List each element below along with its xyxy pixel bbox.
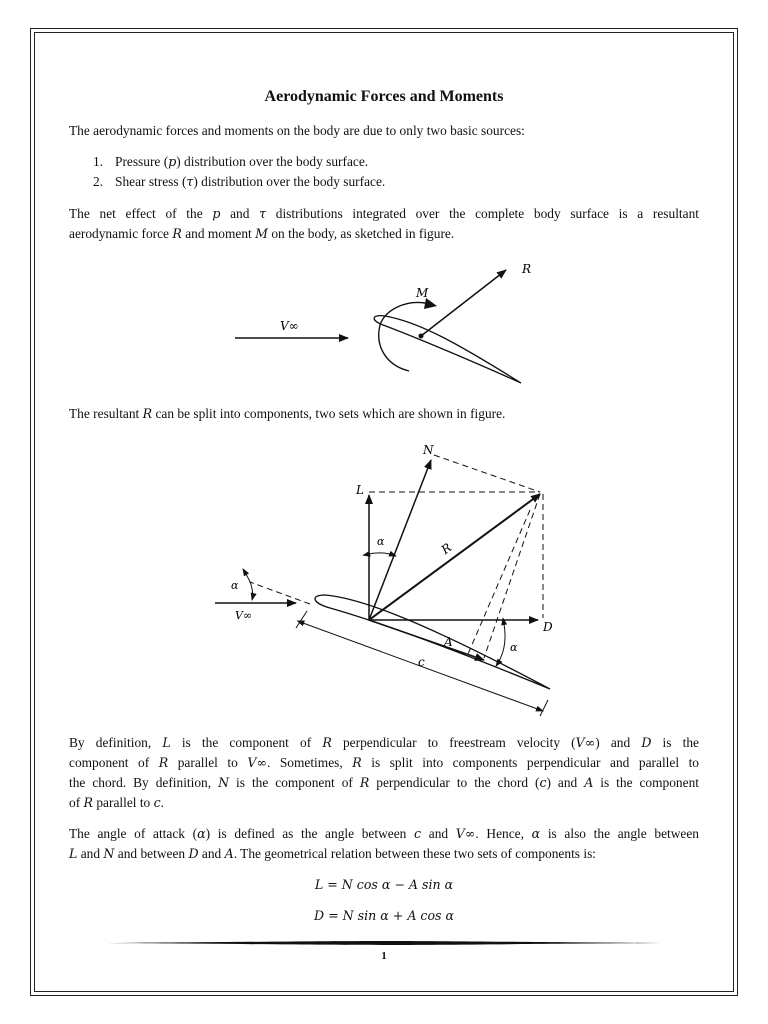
figure-resultant-force	[225, 258, 545, 393]
definition-paragraph: By definition, L is the component of R perpendicular to freestream velocity (V∞) and D is the component of R parallel to V∞. Sometimes, R is split into components perpendicular and parallel to the chord. By definition, N is the component of R perpendicular to the chord (c) and A is the component of R parallel to c.	[69, 735, 700, 810]
chord-tick-left	[296, 611, 307, 628]
alpha-label-left: α	[231, 579, 239, 592]
alpha-label-top: α	[377, 535, 385, 548]
resultant-vector	[369, 494, 540, 620]
resultant-arrow	[421, 270, 506, 336]
chord-extension-line	[250, 582, 310, 604]
resultant-label: R	[438, 540, 455, 558]
drag-label: D	[543, 620, 553, 634]
alpha-arc-right	[496, 624, 505, 666]
equation-drag: D = N sin α + A cos α	[313, 908, 455, 923]
alpha-arc-top	[369, 553, 396, 556]
airfoil-shape	[374, 316, 521, 383]
lift-label: L	[356, 483, 364, 497]
footer-rule	[107, 941, 661, 945]
angle-of-attack-paragraph: The angle of attack (α) is defined as the angle between c and V∞. Hence, α is also the angle between L and N and between D and A. The geometrical relation between these two sets of components is:	[69, 826, 699, 861]
axial-label: A	[444, 635, 453, 649]
list-item: 2. Shear stress (τ) distribution over the body surface.	[93, 174, 386, 189]
chord-label: c	[418, 655, 425, 669]
resultant-split-paragraph: The resultant R can be split into components, two sets which are shown in figure.	[69, 406, 506, 421]
chord-tick-right	[540, 700, 548, 716]
intro-paragraph: The aerodynamic forces and moments on the body are due to only two basic sources:	[69, 123, 525, 138]
page-number: 1	[381, 950, 387, 962]
resultant-label: R	[522, 262, 532, 276]
moment-arc	[379, 302, 425, 371]
page-title: Aerodynamic Forces and Moments	[264, 88, 504, 105]
net-effect-paragraph: The net effect of the p and τ distributions integrated over the complete body surface is a resultant aerodynamic force R and moment M on the body, as sketched in figure.	[69, 206, 700, 241]
alpha-arc-left	[246, 574, 253, 600]
moment-label: M	[416, 286, 429, 300]
equation-lift: L = N cos α − A sin α	[314, 877, 454, 892]
figure-force-components	[205, 436, 575, 726]
alpha-label-right: α	[510, 641, 518, 654]
freestream-label: V∞	[280, 319, 299, 333]
freestream-label: V∞	[235, 609, 253, 622]
sources-list	[93, 152, 385, 192]
normal-label: N	[423, 443, 434, 457]
list-item: 1. Pressure (p) distribution over the body surface.	[93, 154, 369, 169]
